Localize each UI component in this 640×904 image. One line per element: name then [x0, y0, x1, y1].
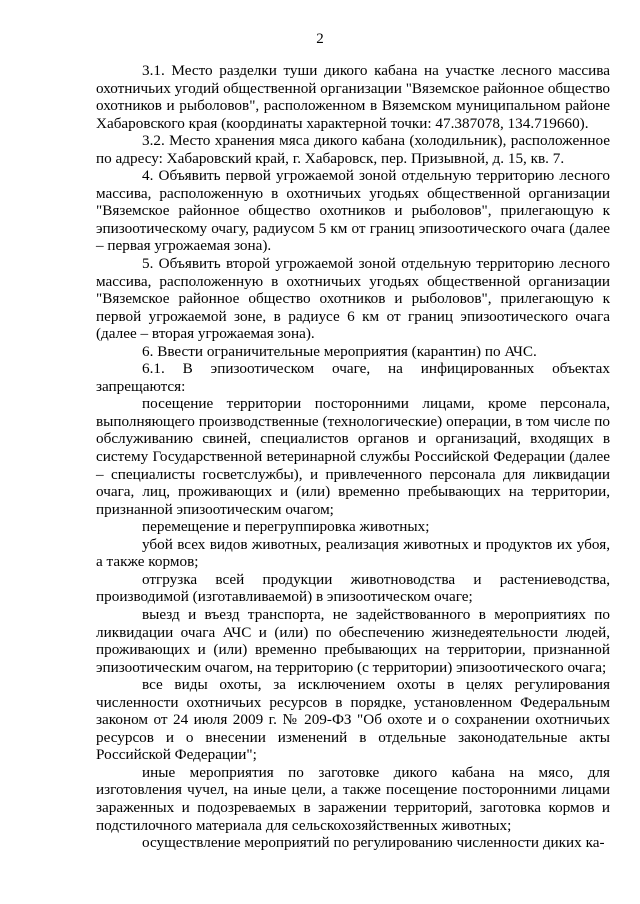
paragraph-4: 4. Объявить первой угрожаемой зоной отдельную территорию лесного массива, расположенную в охотничьих угодьях общественной организации "Вяземское районное общество охотников и рыболовов", прилегающую к эпизоотическому очагу, радиусом 5 км от границ эпизоотического очага (далее – первая угрожаемая зона). — [96, 167, 610, 255]
list-item: отгрузка всей продукции животноводства и растениеводства, производимой (изготавливаемой) в эпизоотическом очаге; — [96, 570, 610, 606]
paragraph-6-1: 6.1. В эпизоотическом очаге, на инфицированных объектах запрещаются: — [96, 360, 610, 395]
document-body — [96, 62, 610, 852]
paragraph-3-2: 3.2. Место хранения мяса дикого кабана (холодильник), расположенное по адресу: Хабаровский край, г. Хабаровск, пер. Призывной, д. 15, кв. 7. — [96, 132, 610, 167]
list-item: осуществление мероприятий по регулированию численности диких ка- — [142, 834, 605, 852]
list-item: выезд и въезд транспорта, не задействованного в мероприятиях по ликвидации очага АЧС и (или) по обеспечению жизнедеятельности людей, проживающих и (или) временно пребывающих на территории, признанной эпизоотическим очагом, на территорию (с территории) эпизоотического очага; — [96, 605, 610, 676]
page-number: 2 — [316, 31, 324, 47]
list-item: перемещение и перегруппировка животных; — [142, 518, 430, 536]
paragraph-5: 5. Объявить второй угрожаемой зоной отдельную территорию лесного массива, расположенную в охотничьих угодьях общественной организации "Вяземское районное общество охотников и рыболовов", прилегающую к первой угрожаемой зоне, в радиусе 6 км от границ эпизоотического очага (далее – вторая угрожаемая зона). — [96, 255, 610, 343]
list-item: убой всех видов животных, реализация животных и продуктов их убоя, а также кормов; — [96, 535, 610, 571]
list-item: иные мероприятия по заготовке дикого кабана на мясо, для изготовления чучел, на иные цели, а также посещение посторонними лицами зараженных и подозреваемых в заражении территорий, заготовка кормов и подстилочного материала для сельскохозяйственных животных; — [96, 763, 610, 834]
paragraph-6: 6. Ввести ограничительные мероприятия (карантин) по АЧС. — [142, 342, 537, 360]
paragraph-3-1: 3.1. Место разделки туши дикого кабана на участке лесного массива охотничьих угодий общественной организации "Вяземское районное общество охотников и рыболовов", расположенном в Вяземском муниципальном районе Хабаровского края (координаты характерной точки: 47.387078, 134.719660). — [96, 62, 610, 132]
list-item: посещение территории посторонними лицами, кроме персонала, выполняющего производственные (технологические) операции, в том числе по обслуживанию свиней, специалистов органов и организаций, входящих в систему Государственной ветеринарной службы Российской Федерации (далее – специалисты госветслужбы), и привлеченного персонала для ликвидации очага, лиц, проживающих и (или) временно пребывающих на территории, признанной эпизоотическим очагом; — [96, 395, 610, 518]
list-item: все виды охоты, за исключением охоты в целях регулирования численности охотничьих ресурсов в порядке, установленном Федеральным законом от 24 июля 2009 г. № 209-ФЗ "Об охоте и о сохранении охотничьих ресурсов и о внесении изменений в отдельные законодательные акты Российской Федерации"; — [96, 676, 610, 764]
